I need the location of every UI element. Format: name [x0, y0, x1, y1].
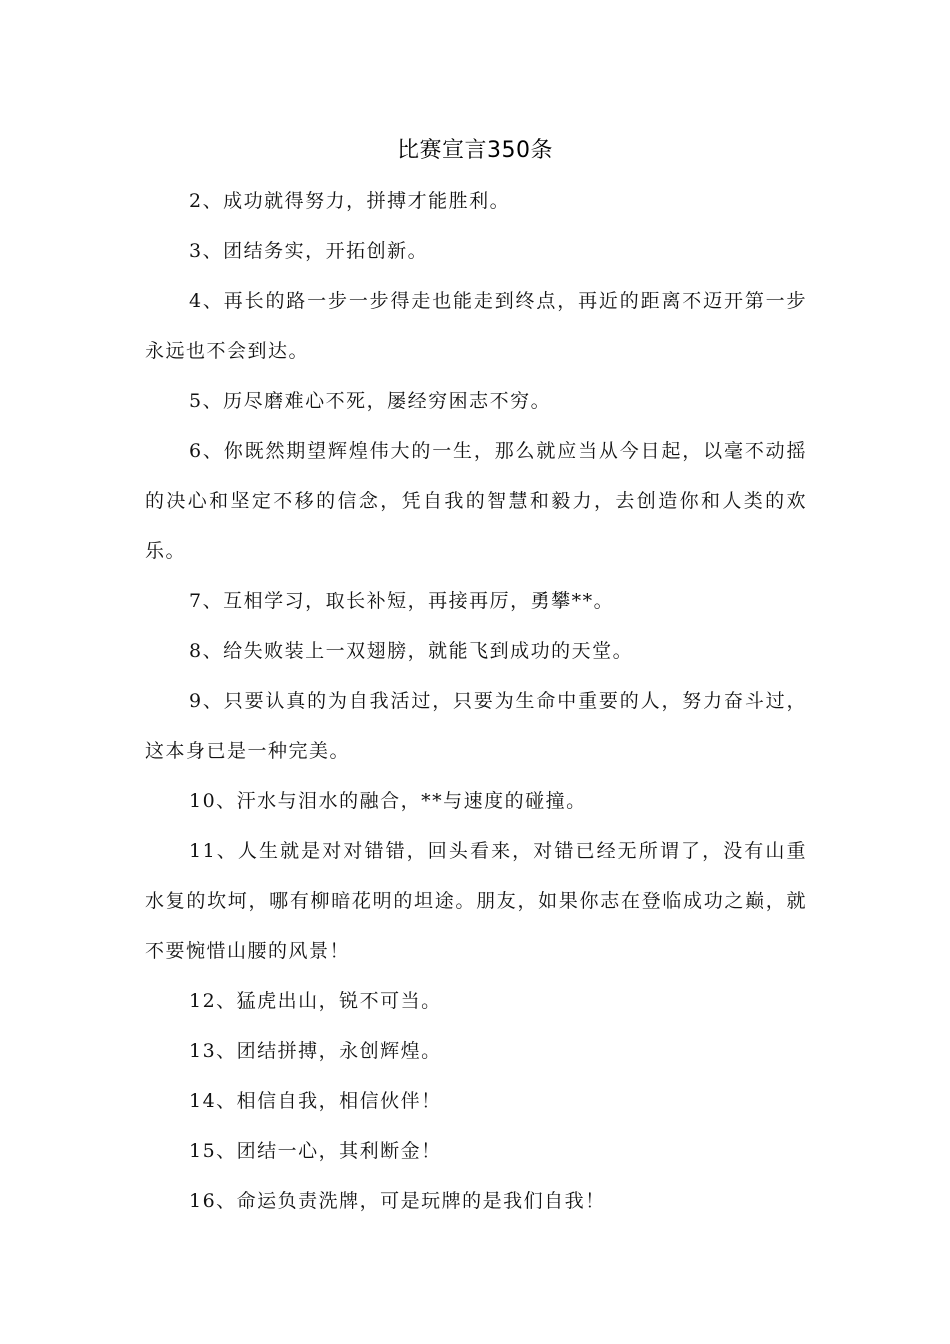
- paragraph-11: 11、人生就是对对错错，回头看来，对错已经无所谓了，没有山重水复的坎坷，哪有柳暗花明的坦途。朋友，如果你志在登临成功之巅，就不要惋惜山腰的风景！: [145, 840, 807, 962]
- paragraph-10: 10、汗水与泪水的融合，**与速度的碰撞。: [189, 790, 587, 812]
- paragraph-12: 12、猛虎出山，锐不可当。: [189, 990, 442, 1012]
- paragraph-13: 13、团结拼搏，永创辉煌。: [189, 1040, 442, 1062]
- paragraph-3: 3、团结务实，开拓创新。: [189, 240, 429, 262]
- document-title: 比赛宣言350条: [397, 138, 553, 163]
- paragraph-7: 7、互相学习，取长补短，再接再厉，勇攀**。: [189, 590, 615, 612]
- paragraph-4: 4、再长的路一步一步得走也能走到终点，再近的距离不迈开第一步永远也不会到达。: [145, 290, 807, 362]
- paragraph-9: 9、只要认真的为自我活过，只要为生命中重要的人，努力奋斗过，这本身已是一种完美。: [145, 690, 807, 762]
- paragraph-2: 2、成功就得努力，拼搏才能胜利。: [189, 190, 511, 212]
- paragraph-5: 5、历尽磨难心不死，屡经穷困志不穷。: [189, 390, 552, 412]
- document-body: [145, 176, 807, 1226]
- paragraph-16: 16、命运负责洗牌，可是玩牌的是我们自我！: [189, 1190, 606, 1212]
- paragraph-14: 14、相信自我，相信伙伴！: [189, 1090, 442, 1112]
- paragraph-8: 8、给失败装上一双翅膀，就能飞到成功的天堂。: [189, 640, 634, 662]
- paragraph-6: 6、你既然期望辉煌伟大的一生，那么就应当从今日起，以毫不动摇的决心和坚定不移的信念，凭自我的智慧和毅力，去创造你和人类的欢乐。: [145, 440, 807, 562]
- paragraph-15: 15、团结一心，其利断金！: [189, 1140, 442, 1162]
